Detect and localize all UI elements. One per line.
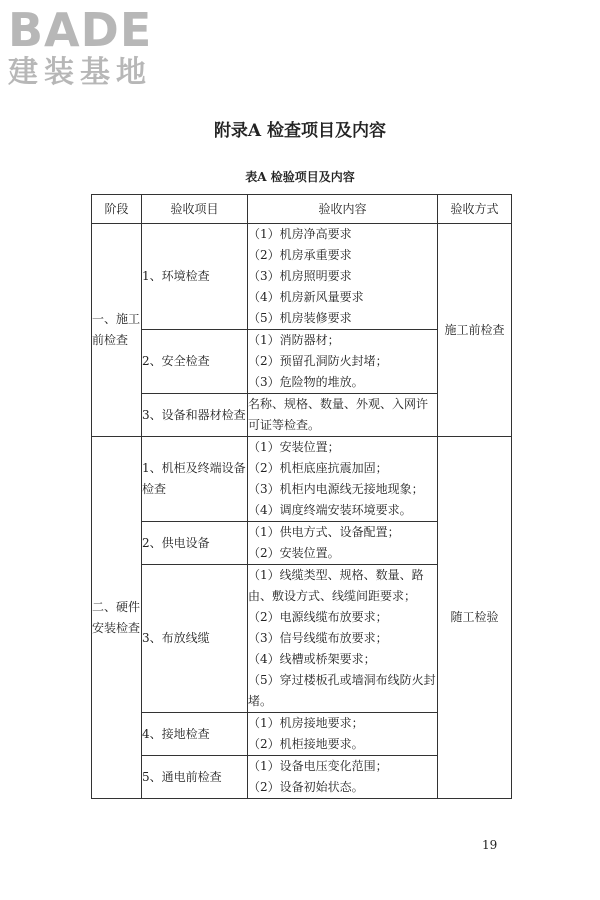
content-line: （2）预留孔洞防火封堵； bbox=[248, 354, 388, 368]
content-cell bbox=[248, 713, 438, 756]
content-line: （1）供电方式、设备配置； bbox=[248, 525, 400, 539]
item-cell: 5、通电前检查 bbox=[142, 756, 248, 799]
stage-cell: 一、施工前检查 bbox=[92, 224, 142, 437]
content-line: （1）线缆类型、规格、数量、路由、敷设方式、线缆间距要求； bbox=[248, 568, 424, 603]
logo bbox=[8, 4, 152, 90]
content-line: （3）机房照明要求 bbox=[248, 269, 352, 283]
content-line: （1）机房净高要求 bbox=[248, 227, 352, 241]
content-line: （1）消防器材； bbox=[248, 333, 340, 347]
content-cell bbox=[248, 522, 438, 565]
content-line: （4）调度终端安装环境要求。 bbox=[248, 503, 412, 517]
content-line: （5）机房装修要求 bbox=[248, 311, 352, 325]
content-line: （2）机柜接地要求。 bbox=[248, 737, 364, 751]
content-line: （3）信号线缆布放要求； bbox=[248, 631, 388, 645]
method-cell: 施工前检查 bbox=[438, 224, 512, 437]
table-row bbox=[92, 437, 512, 522]
content-cell bbox=[248, 224, 438, 330]
content-line: （1）机房接地要求； bbox=[248, 716, 364, 730]
content-cell bbox=[248, 437, 438, 522]
content-line: （2）设备初始状态。 bbox=[248, 780, 364, 794]
header-method: 验收方式 bbox=[438, 195, 512, 224]
content-line: （4）线槽或桥架要求； bbox=[248, 652, 376, 666]
content-line: （4）机房新风量要求 bbox=[248, 290, 364, 304]
content-cell bbox=[248, 565, 438, 713]
page-number: 19 bbox=[482, 838, 498, 852]
content-line: （1）安装位置； bbox=[248, 440, 340, 454]
method-cell: 随工检验 bbox=[438, 437, 512, 799]
content-line: （5）穿过楼板孔或墙洞布线防火封堵。 bbox=[248, 673, 436, 708]
item-cell: 3、布放线缆 bbox=[142, 565, 248, 713]
content-line: （2）机柜底座抗震加固； bbox=[248, 461, 388, 475]
content-line: 名称、规格、数量、外观、入网许可证等检查。 bbox=[248, 397, 429, 432]
header-item: 验收项目 bbox=[142, 195, 248, 224]
content-line: （3）机柜内电源线无接地现象； bbox=[248, 482, 424, 496]
content-line: （3）危险物的堆放。 bbox=[248, 375, 364, 389]
item-cell: 1、机柜及终端设备检查 bbox=[142, 437, 248, 522]
stage-cell: 二、硬件安装检查 bbox=[92, 437, 142, 799]
content-cell bbox=[248, 330, 438, 394]
inspection-table bbox=[91, 194, 512, 799]
content-line: （2）电源线缆布放要求； bbox=[248, 610, 388, 624]
logo-wordmark: BADE bbox=[8, 3, 153, 57]
item-cell: 2、供电设备 bbox=[142, 522, 248, 565]
table-row bbox=[92, 224, 512, 330]
content-line: （2）安装位置。 bbox=[248, 546, 340, 560]
item-cell: 1、环境检查 bbox=[142, 224, 248, 330]
content-line: （1）设备电压变化范围； bbox=[248, 759, 388, 773]
page-title: 附录A 检查项目及内容 bbox=[213, 121, 387, 141]
content-cell bbox=[248, 394, 438, 437]
content-cell bbox=[248, 756, 438, 799]
logo-chinese-name: 建装基地 bbox=[8, 55, 152, 90]
content-line: （2）机房承重要求 bbox=[248, 248, 352, 262]
header-content: 验收内容 bbox=[248, 195, 438, 224]
item-cell: 4、接地检查 bbox=[142, 713, 248, 756]
table-header-row bbox=[92, 195, 512, 224]
table-caption: 表A 检验项目及内容 bbox=[245, 170, 355, 184]
item-cell: 2、安全检查 bbox=[142, 330, 248, 394]
item-cell: 3、设备和器材检查 bbox=[142, 394, 248, 437]
header-stage: 阶段 bbox=[92, 195, 142, 224]
